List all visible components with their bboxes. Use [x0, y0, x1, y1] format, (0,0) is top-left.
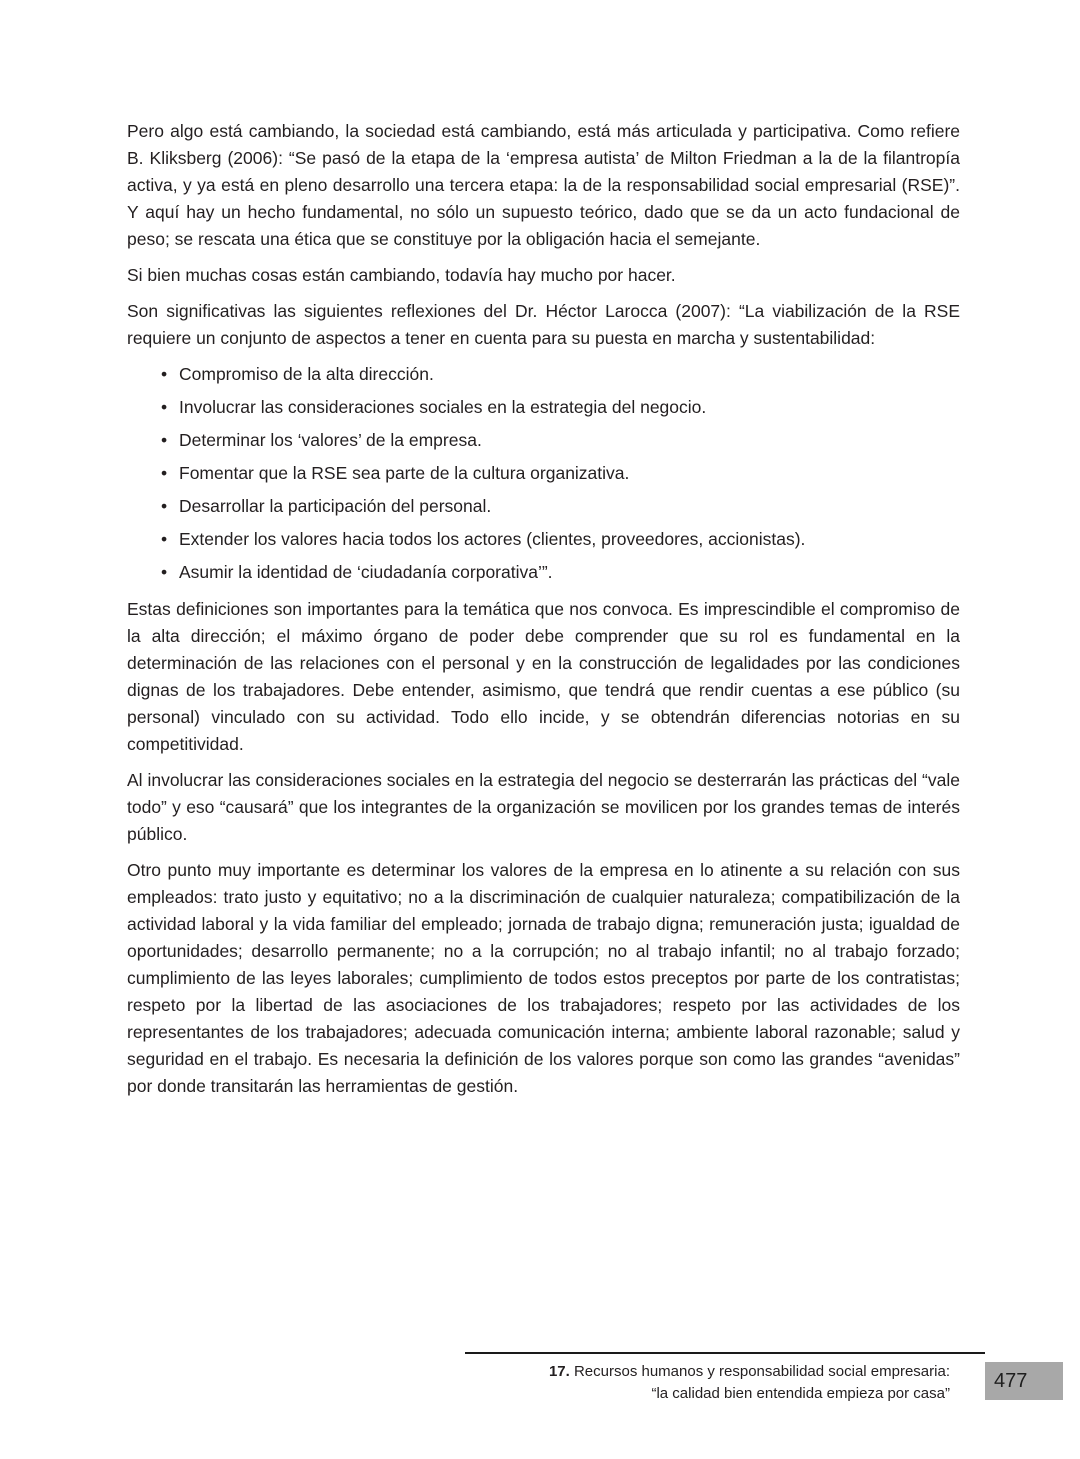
- paragraph-6: Otro punto muy importante es determinar los valores de la empresa en lo atinente a su relación con sus empleados: trato justo y equitativo; no a la discriminación de cualquier naturaleza; compatibilización de la actividad laboral y la vida familiar del empleado; jornada de trabajo digna; remuneración justa; igualdad de oportunidades; desarrollo permanente; no a la corrupción; no al trabajo infantil; no al trabajo forzado; cumplimiento de las leyes laborales; cumplimiento de todos estos preceptos por parte de los contratistas; respeto por la libertad de las asociaciones de los trabajadores; respeto por las actividades de los representantes de los trabajadores; adecuada comunicación interna; ambiente laboral razonable; salud y seguridad en el trabajo. Es necesaria la definición de los valores porque son como las grandes “avenidas” por donde transitarán las herramientas de gestión.: [127, 860, 960, 1096]
- paragraph-1: Pero algo está cambiando, la sociedad está cambiando, está más articulada y participativa. Como refiere B. Kliksberg (2006): “Se pasó de la etapa de la ‘empresa autista’ de Milton Friedman a la de la filantropía activa, y ya está en pleno desarrollo una tercera etapa: la de la responsabilidad social empresarial (RSE)”. Y aquí hay un hecho fundamental, no sólo un supuesto teórico, dado que se da un acto fundacional de peso; se rescata una ética que se constituye por la obligación hacia el semejante.: [127, 121, 960, 249]
- chapter-number: 17.: [548, 1363, 570, 1380]
- list-item: [127, 427, 960, 454]
- chapter-reference-line: [400, 1361, 950, 1383]
- page-number-badge: [985, 1362, 1063, 1400]
- list-item: [127, 526, 960, 553]
- list-item-text: Compromiso de la alta dirección.: [179, 364, 434, 384]
- bullet-list: [127, 361, 960, 586]
- list-item: [127, 394, 960, 421]
- list-item-text: Extender los valores hacia todos los actores (clientes, proveedores, accionistas).: [179, 529, 806, 549]
- paragraph-5: Al involucrar las consideraciones sociales en la estrategia del negocio se desterrarán las prácticas del “vale todo” y eso “causará” que los integrantes de la organización se movilicen por los grandes temas de interés público.: [127, 770, 960, 844]
- bullet-icon: •: [161, 430, 168, 450]
- bullet-icon: •: [161, 397, 168, 417]
- bullet-icon: •: [161, 364, 168, 384]
- page-content: [127, 118, 960, 1109]
- paragraph-2: Si bien muchas cosas están cambiando, todavía hay mucho por hacer.: [127, 265, 676, 285]
- bullet-icon: •: [161, 496, 168, 516]
- list-item: [127, 361, 960, 388]
- list-item-text: Involucrar las consideraciones sociales en la estrategia del negocio.: [179, 397, 707, 417]
- chapter-subtitle: “la calidad bien entendida empieza por casa”: [651, 1385, 950, 1402]
- list-item-text: Asumir la identidad de ‘ciudadanía corporativa’”.: [179, 562, 553, 582]
- list-item-text: Desarrollar la participación del personal.: [179, 496, 492, 516]
- list-item: [127, 493, 960, 520]
- bullet-icon: •: [161, 562, 168, 582]
- page-number: 477: [994, 1369, 1028, 1392]
- footer-divider: [465, 1352, 985, 1354]
- footer-caption: [400, 1361, 950, 1405]
- list-item: [127, 460, 960, 487]
- list-item: [127, 559, 960, 586]
- paragraph-4: Estas definiciones son importantes para la temática que nos convoca. Es imprescindible el compromiso de la alta dirección; el máximo órgano de poder debe comprender que su rol es fundamental en la determinación de las relaciones con el personal y en la construcción de legalidades por las condiciones dignas de los trabajadores. Debe entender, asimismo, que tendrá que rendir cuentas a ese público (su personal) vinculado con su actividad. Todo ello incide, y se obtendrán diferencias notorias en su competitividad.: [127, 599, 960, 754]
- list-item-text: Fomentar que la RSE sea parte de la cultura organizativa.: [179, 463, 630, 483]
- list-item-text: Determinar los ‘valores’ de la empresa.: [179, 430, 482, 450]
- bullet-icon: •: [161, 529, 168, 549]
- chapter-title: Recursos humanos y responsabilidad social empresaria:: [573, 1363, 950, 1380]
- paragraph-3: Son significativas las siguientes reflexiones del Dr. Héctor Larocca (2007): “La viabilización de la RSE requiere un conjunto de aspectos a tener en cuenta para su puesta en marcha y sustentabilidad:: [127, 301, 960, 348]
- bullet-icon: •: [161, 463, 168, 483]
